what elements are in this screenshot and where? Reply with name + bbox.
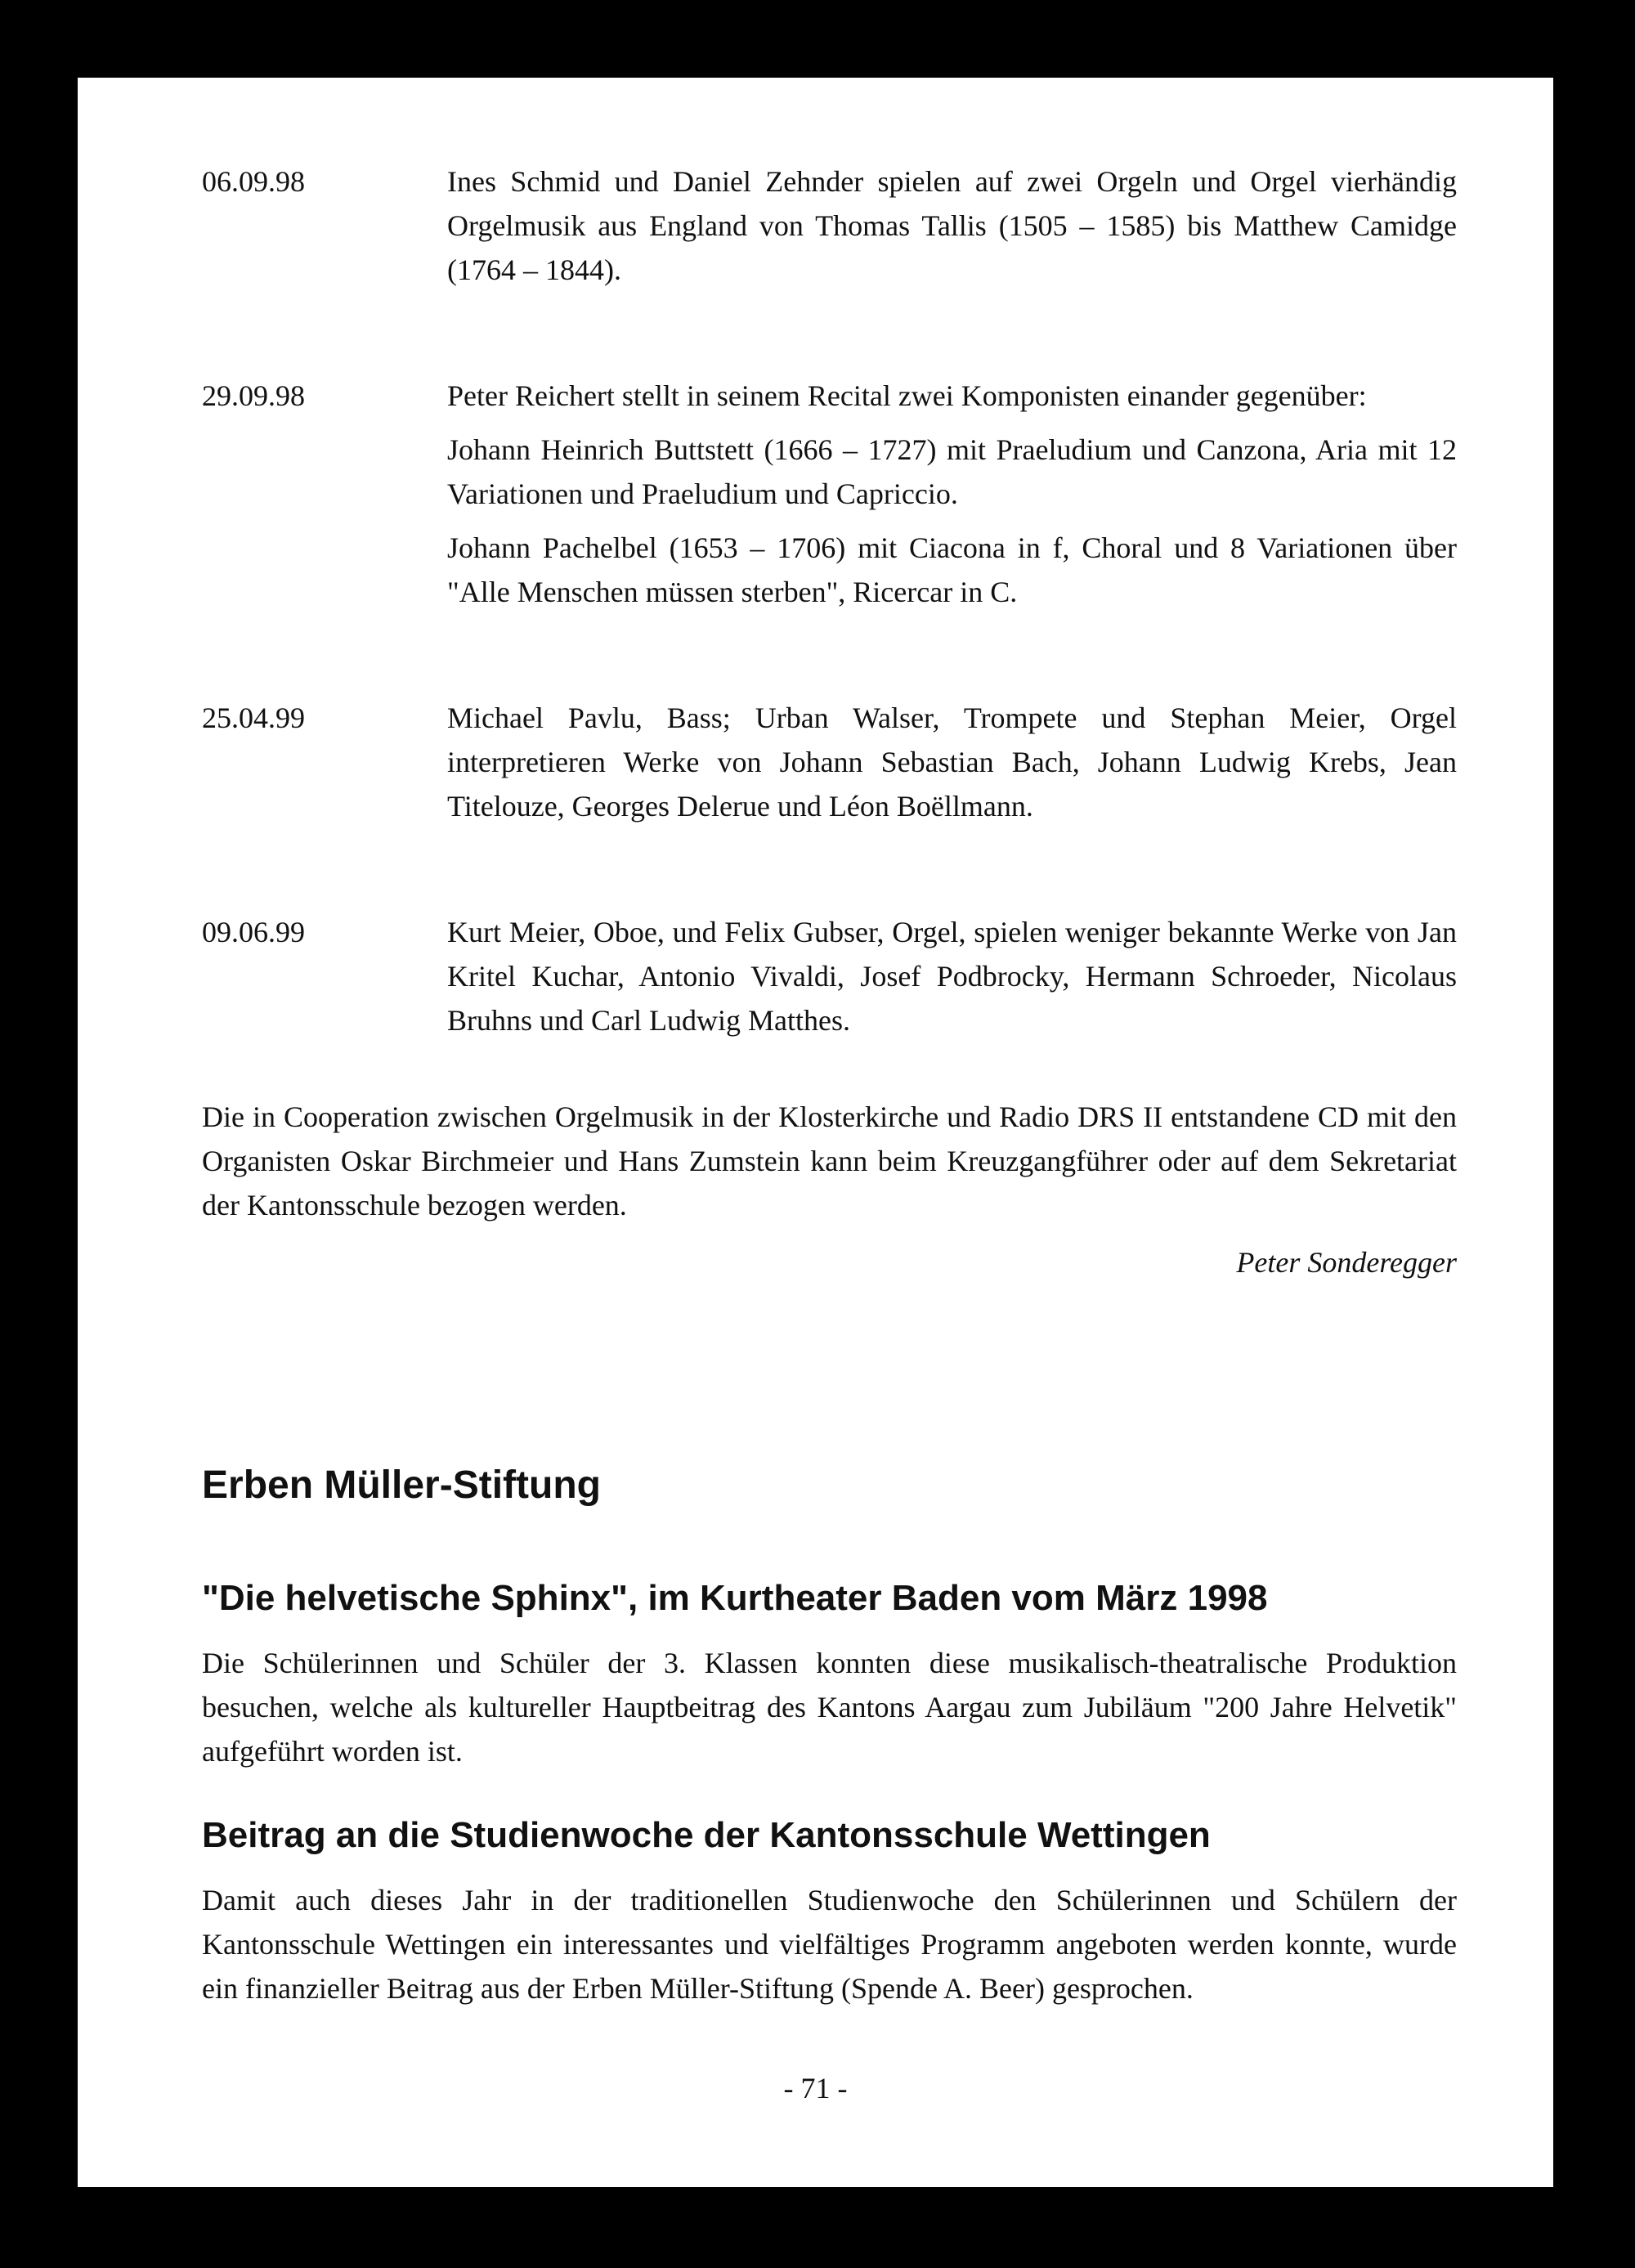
entry-body	[447, 374, 1457, 614]
entry-body	[447, 910, 1457, 1042]
entry-text: Ines Schmid und Daniel Zehnder spielen auf zwei Orgeln und Orgel vierhändig Orgelmusik aus England von Thomas Tallis (1505 – 1585) bis Matthew Camidge (1764 – 1844).	[447, 165, 1457, 286]
concert-entry	[202, 910, 1457, 1042]
entry-text: Peter Reichert stellt in seinem Recital zwei Komponisten einander gegenüber:	[447, 379, 1367, 412]
entry-date: 09.06.99	[202, 916, 305, 948]
document-page	[78, 78, 1553, 2187]
entry-date: 06.09.98	[202, 165, 305, 198]
subsection-text: Die Schülerinnen und Schüler der 3. Klassen konnten diese musikalisch-theatralische Produktion besuchen, welche als kultureller Hauptbeitrag des Kantons Aargau zum Jubiläum "200 Jahre Helvetik" aufgeführt worden ist.	[202, 1647, 1457, 1768]
cd-note: Die in Cooperation zwischen Orgelmusik in der Klosterkirche und Radio DRS II entstandene CD mit den Organisten Oskar Birchmeier und Hans Zumstein kann beim Kreuzgangführer oder auf dem Sekretariat der Kantonsschule bezogen werden.	[202, 1100, 1457, 1221]
subsection-text: Damit auch dieses Jahr in der traditionellen Studienwoche den Schülerinnen und Schülern der Kantonsschule Wettingen ein interessantes und vielfältiges Programm angeboten werden konnte, wurde ein finanzieller Beitrag aus der Erben Müller-Stiftung (Spende A. Beer) gesprochen.	[202, 1884, 1457, 2005]
page-content	[202, 159, 1457, 2010]
entry-text: Michael Pavlu, Bass; Urban Walser, Trompete und Stephan Meier, Orgel interpretieren Werke von Johann Sebastian Bach, Johann Ludwig Krebs, Jean Titelouze, Georges Delerue und Léon Boëllmann.	[447, 701, 1457, 822]
signature: Peter Sonderegger	[1236, 1246, 1457, 1279]
entry-text: Kurt Meier, Oboe, und Felix Gubser, Orgel, spielen weniger bekannte Werke von Jan Kritel Kuchar, Antonio Vivaldi, Josef Podbrocky, Hermann Schroeder, Nicolaus Bruhns und Carl Ludwig Matthes.	[447, 916, 1457, 1037]
entry-body	[447, 159, 1457, 292]
entry-date: 29.09.98	[202, 379, 305, 412]
subsection-title: "Die helvetische Sphinx", im Kurtheater Baden vom März 1998	[202, 1578, 1268, 1618]
entry-date: 25.04.99	[202, 701, 305, 734]
section-title: Erben Müller-Stiftung	[202, 1463, 601, 1507]
concert-entry	[202, 159, 1457, 292]
entry-text: Johann Pachelbel (1653 – 1706) mit Ciacona in f, Choral und 8 Variationen über "Alle Menschen müssen sterben", Ricercar in C.	[447, 531, 1457, 608]
concert-entry	[202, 374, 1457, 614]
subsection-title: Beitrag an die Studienwoche der Kantonsschule Wettingen	[202, 1815, 1211, 1855]
concert-entry	[202, 696, 1457, 828]
page-number: - 71 -	[783, 2072, 848, 2104]
entry-text: Johann Heinrich Buttstett (1666 – 1727) mit Praeludium und Canzona, Aria mit 12 Variationen und Praeludium und Capriccio.	[447, 433, 1457, 510]
entry-body	[447, 696, 1457, 828]
